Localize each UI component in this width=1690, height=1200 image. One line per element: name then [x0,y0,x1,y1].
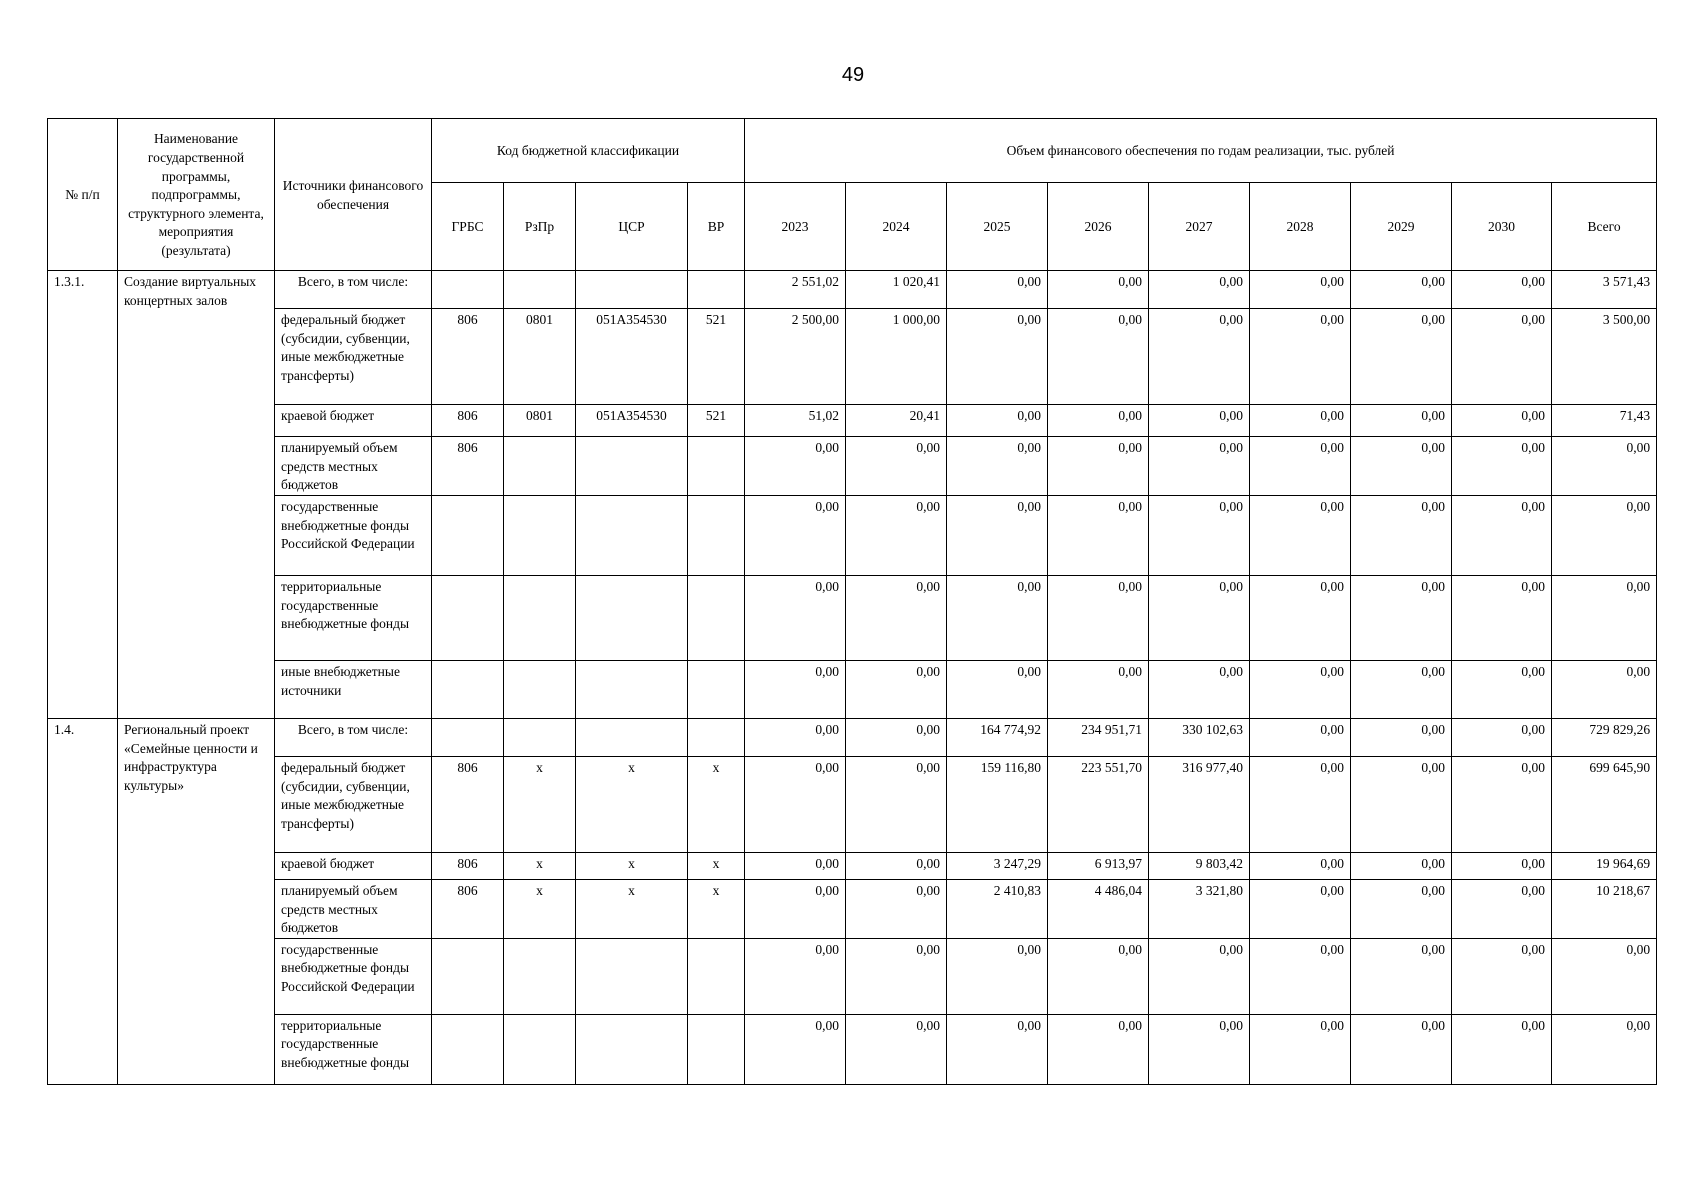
value-cell: 2 500,00 [745,309,846,405]
value-cell: 0,00 [1552,660,1657,718]
value-cell: 164 774,92 [947,718,1048,756]
code-cell [576,938,688,1014]
value-cell: 0,00 [846,660,947,718]
header-year-5: 2028 [1250,183,1351,271]
code-cell [576,575,688,660]
value-cell: 0,00 [1048,437,1149,496]
value-cell: 0,00 [1250,852,1351,879]
value-cell: 0,00 [1048,405,1149,437]
value-cell: 0,00 [1250,879,1351,938]
value-cell: 0,00 [846,718,947,756]
code-cell [504,495,576,575]
value-cell: 9 803,42 [1149,852,1250,879]
value-cell: 0,00 [1351,660,1452,718]
header-year-8: Всего [1552,183,1657,271]
header-code-0: ГРБС [432,183,504,271]
table-row [48,575,1657,660]
value-cell: 0,00 [1552,437,1657,496]
header-financing-volume: Объем финансового обеспечения по годам реализации, тыс. рублей [745,119,1657,183]
code-cell [504,718,576,756]
value-cell: 0,00 [1351,437,1452,496]
table-row [48,405,1657,437]
value-cell: 1 020,41 [846,271,947,309]
value-cell: 0,00 [1452,309,1552,405]
value-cell: 0,00 [1250,938,1351,1014]
value-cell: 0,00 [1250,575,1351,660]
value-cell: 0,00 [846,575,947,660]
code-cell: 806 [432,309,504,405]
value-cell: 51,02 [745,405,846,437]
header-year-2: 2025 [947,183,1048,271]
value-cell: 0,00 [1351,309,1452,405]
value-cell: 0,00 [1452,660,1552,718]
value-cell: 71,43 [1552,405,1657,437]
table-row [48,271,1657,309]
header-year-3: 2026 [1048,183,1149,271]
code-cell: х [504,756,576,852]
header-number: № п/п [48,119,118,271]
value-cell: 0,00 [745,718,846,756]
code-cell: 521 [688,405,745,437]
value-cell: 0,00 [1452,1014,1552,1084]
value-cell: 1 000,00 [846,309,947,405]
financing-table [47,118,1657,1085]
code-cell: 0801 [504,405,576,437]
value-cell: 0,00 [947,271,1048,309]
source-label: территориальные государственные внебюджетные фонды [275,1014,432,1084]
value-cell: 0,00 [947,1014,1048,1084]
table-row [48,852,1657,879]
value-cell: 0,00 [846,756,947,852]
value-cell: 0,00 [947,495,1048,575]
table-row [48,309,1657,405]
value-cell: 0,00 [1149,405,1250,437]
value-cell: 0,00 [1452,879,1552,938]
value-cell: 0,00 [745,1014,846,1084]
header-year-0: 2023 [745,183,846,271]
table-row [48,660,1657,718]
code-cell [432,271,504,309]
code-cell [688,938,745,1014]
code-cell: 051А354530 [576,309,688,405]
table-row [48,437,1657,496]
value-cell: 0,00 [1250,756,1351,852]
value-cell: 0,00 [846,495,947,575]
section-number: 1.4. [48,718,118,1084]
code-cell: 051А354530 [576,405,688,437]
code-cell: х [576,879,688,938]
source-label: федеральный бюджет (субсидии, субвенции, иные межбюджетные трансферты) [275,756,432,852]
header-year-4: 2027 [1149,183,1250,271]
value-cell: 0,00 [745,852,846,879]
value-cell: 0,00 [745,660,846,718]
value-cell: 0,00 [947,405,1048,437]
code-cell [432,718,504,756]
value-cell: 223 551,70 [1048,756,1149,852]
value-cell: 0,00 [1149,495,1250,575]
value-cell: 0,00 [1048,660,1149,718]
value-cell: 0,00 [846,852,947,879]
value-cell: 0,00 [1149,1014,1250,1084]
code-cell: 0801 [504,309,576,405]
value-cell: 0,00 [846,437,947,496]
value-cell: 0,00 [846,1014,947,1084]
table-body [48,271,1657,1085]
value-cell: 20,41 [846,405,947,437]
source-label: планируемый объем средств местных бюджетов [275,879,432,938]
value-cell: 0,00 [1149,575,1250,660]
value-cell: 0,00 [1048,495,1149,575]
value-cell: 0,00 [1149,437,1250,496]
table-row [48,1014,1657,1084]
value-cell: 0,00 [1452,718,1552,756]
header-code-3: ВР [688,183,745,271]
table-row [48,495,1657,575]
value-cell: 316 977,40 [1149,756,1250,852]
value-cell: 0,00 [947,575,1048,660]
value-cell: 6 913,97 [1048,852,1149,879]
value-cell: 0,00 [846,938,947,1014]
source-label: иные внебюджетные источники [275,660,432,718]
header-code-2: ЦСР [576,183,688,271]
source-label: краевой бюджет [275,405,432,437]
value-cell: 0,00 [1250,718,1351,756]
code-cell [432,660,504,718]
value-cell: 0,00 [1250,1014,1351,1084]
value-cell: 2 551,02 [745,271,846,309]
value-cell: 4 486,04 [1048,879,1149,938]
value-cell: 0,00 [947,309,1048,405]
header-year-7: 2030 [1452,183,1552,271]
value-cell: 0,00 [1351,852,1452,879]
code-cell: 806 [432,437,504,496]
value-cell: 0,00 [1351,938,1452,1014]
value-cell: 0,00 [1250,437,1351,496]
value-cell: 0,00 [1452,437,1552,496]
code-cell: 521 [688,309,745,405]
source-label: территориальные государственные внебюджетные фонды [275,575,432,660]
code-cell [432,495,504,575]
code-cell [576,271,688,309]
value-cell: 0,00 [1048,271,1149,309]
value-cell: 0,00 [745,495,846,575]
value-cell: 0,00 [1048,575,1149,660]
code-cell: х [504,852,576,879]
code-cell: х [688,879,745,938]
value-cell: 3 321,80 [1149,879,1250,938]
value-cell: 0,00 [1048,938,1149,1014]
value-cell: 159 116,80 [947,756,1048,852]
header-budget-codes: Код бюджетной классификации [432,119,745,183]
value-cell: 234 951,71 [1048,718,1149,756]
value-cell: 10 218,67 [1552,879,1657,938]
code-cell: 806 [432,852,504,879]
value-cell: 3 500,00 [1552,309,1657,405]
value-cell: 0,00 [745,756,846,852]
code-cell [504,938,576,1014]
value-cell: 0,00 [1048,1014,1149,1084]
code-cell [576,437,688,496]
value-cell: 0,00 [1048,309,1149,405]
code-cell [576,495,688,575]
value-cell: 0,00 [1351,756,1452,852]
value-cell: 0,00 [1250,271,1351,309]
value-cell: 0,00 [745,437,846,496]
table-row [48,938,1657,1014]
value-cell: 0,00 [947,938,1048,1014]
header-sources: Источники финансового обеспечения [275,119,432,271]
source-label: государственные внебюджетные фонды Российской Федерации [275,495,432,575]
code-cell [688,575,745,660]
value-cell: 0,00 [1552,938,1657,1014]
code-cell: х [688,852,745,879]
value-cell: 0,00 [1351,1014,1452,1084]
code-cell: х [504,879,576,938]
value-cell: 0,00 [1552,495,1657,575]
value-cell: 0,00 [1452,938,1552,1014]
code-cell [688,718,745,756]
source-label: федеральный бюджет (субсидии, субвенции, иные межбюджетные трансферты) [275,309,432,405]
page-number: 49 [841,64,865,86]
value-cell: 0,00 [1149,660,1250,718]
value-cell: 0,00 [1250,309,1351,405]
value-cell: 330 102,63 [1149,718,1250,756]
section-name: Региональный проект «Семейные ценности и инфраструктура культуры» [118,718,275,1084]
value-cell: 0,00 [1452,405,1552,437]
value-cell: 0,00 [1351,718,1452,756]
code-cell: 806 [432,405,504,437]
value-cell: 19 964,69 [1552,852,1657,879]
code-cell [504,660,576,718]
code-cell [504,1014,576,1084]
code-cell [432,1014,504,1084]
code-cell: х [576,756,688,852]
header-name: Наименование государственной программы, подпрограммы, структурного элемента, мероприятия (результата) [118,119,275,271]
code-cell [504,271,576,309]
value-cell: 699 645,90 [1552,756,1657,852]
source-total-label: Всего, в том числе: [275,718,432,756]
code-cell [688,495,745,575]
code-cell: 806 [432,879,504,938]
code-cell: 806 [432,756,504,852]
value-cell: 0,00 [1149,309,1250,405]
value-cell: 0,00 [1351,271,1452,309]
value-cell: 0,00 [1351,575,1452,660]
header-code-1: РзПр [504,183,576,271]
code-cell [688,1014,745,1084]
value-cell: 0,00 [1452,495,1552,575]
value-cell: 0,00 [1351,495,1452,575]
header-year-6: 2029 [1351,183,1452,271]
source-label: краевой бюджет [275,852,432,879]
table-row [48,756,1657,852]
code-cell [688,271,745,309]
code-cell: х [688,756,745,852]
value-cell: 0,00 [1351,879,1452,938]
code-cell [504,437,576,496]
code-cell [504,575,576,660]
value-cell: 0,00 [947,660,1048,718]
code-cell [688,437,745,496]
value-cell: 0,00 [1452,575,1552,660]
value-cell: 0,00 [846,879,947,938]
table-header [48,119,1657,271]
source-label: планируемый объем средств местных бюджетов [275,437,432,496]
value-cell: 0,00 [1250,405,1351,437]
value-cell: 0,00 [1149,271,1250,309]
source-total-label: Всего, в том числе: [275,271,432,309]
value-cell: 3 571,43 [1552,271,1657,309]
value-cell: 729 829,26 [1552,718,1657,756]
value-cell: 3 247,29 [947,852,1048,879]
value-cell: 0,00 [1452,271,1552,309]
value-cell: 0,00 [1452,852,1552,879]
value-cell: 0,00 [1351,405,1452,437]
code-cell [688,660,745,718]
code-cell [576,660,688,718]
value-cell: 0,00 [745,575,846,660]
value-cell: 2 410,83 [947,879,1048,938]
value-cell: 0,00 [947,437,1048,496]
code-cell: х [576,852,688,879]
table-row [48,879,1657,938]
header-year-1: 2024 [846,183,947,271]
code-cell [432,575,504,660]
code-cell [576,1014,688,1084]
value-cell: 0,00 [1552,575,1657,660]
value-cell: 0,00 [1250,495,1351,575]
value-cell: 0,00 [745,879,846,938]
section-number: 1.3.1. [48,271,118,719]
value-cell: 0,00 [1452,756,1552,852]
source-label: государственные внебюджетные фонды Российской Федерации [275,938,432,1014]
code-cell [576,718,688,756]
value-cell: 0,00 [1552,1014,1657,1084]
value-cell: 0,00 [1250,660,1351,718]
table-row [48,718,1657,756]
value-cell: 0,00 [745,938,846,1014]
code-cell [432,938,504,1014]
section-name: Создание виртуальных концертных залов [118,271,275,719]
value-cell: 0,00 [1149,938,1250,1014]
